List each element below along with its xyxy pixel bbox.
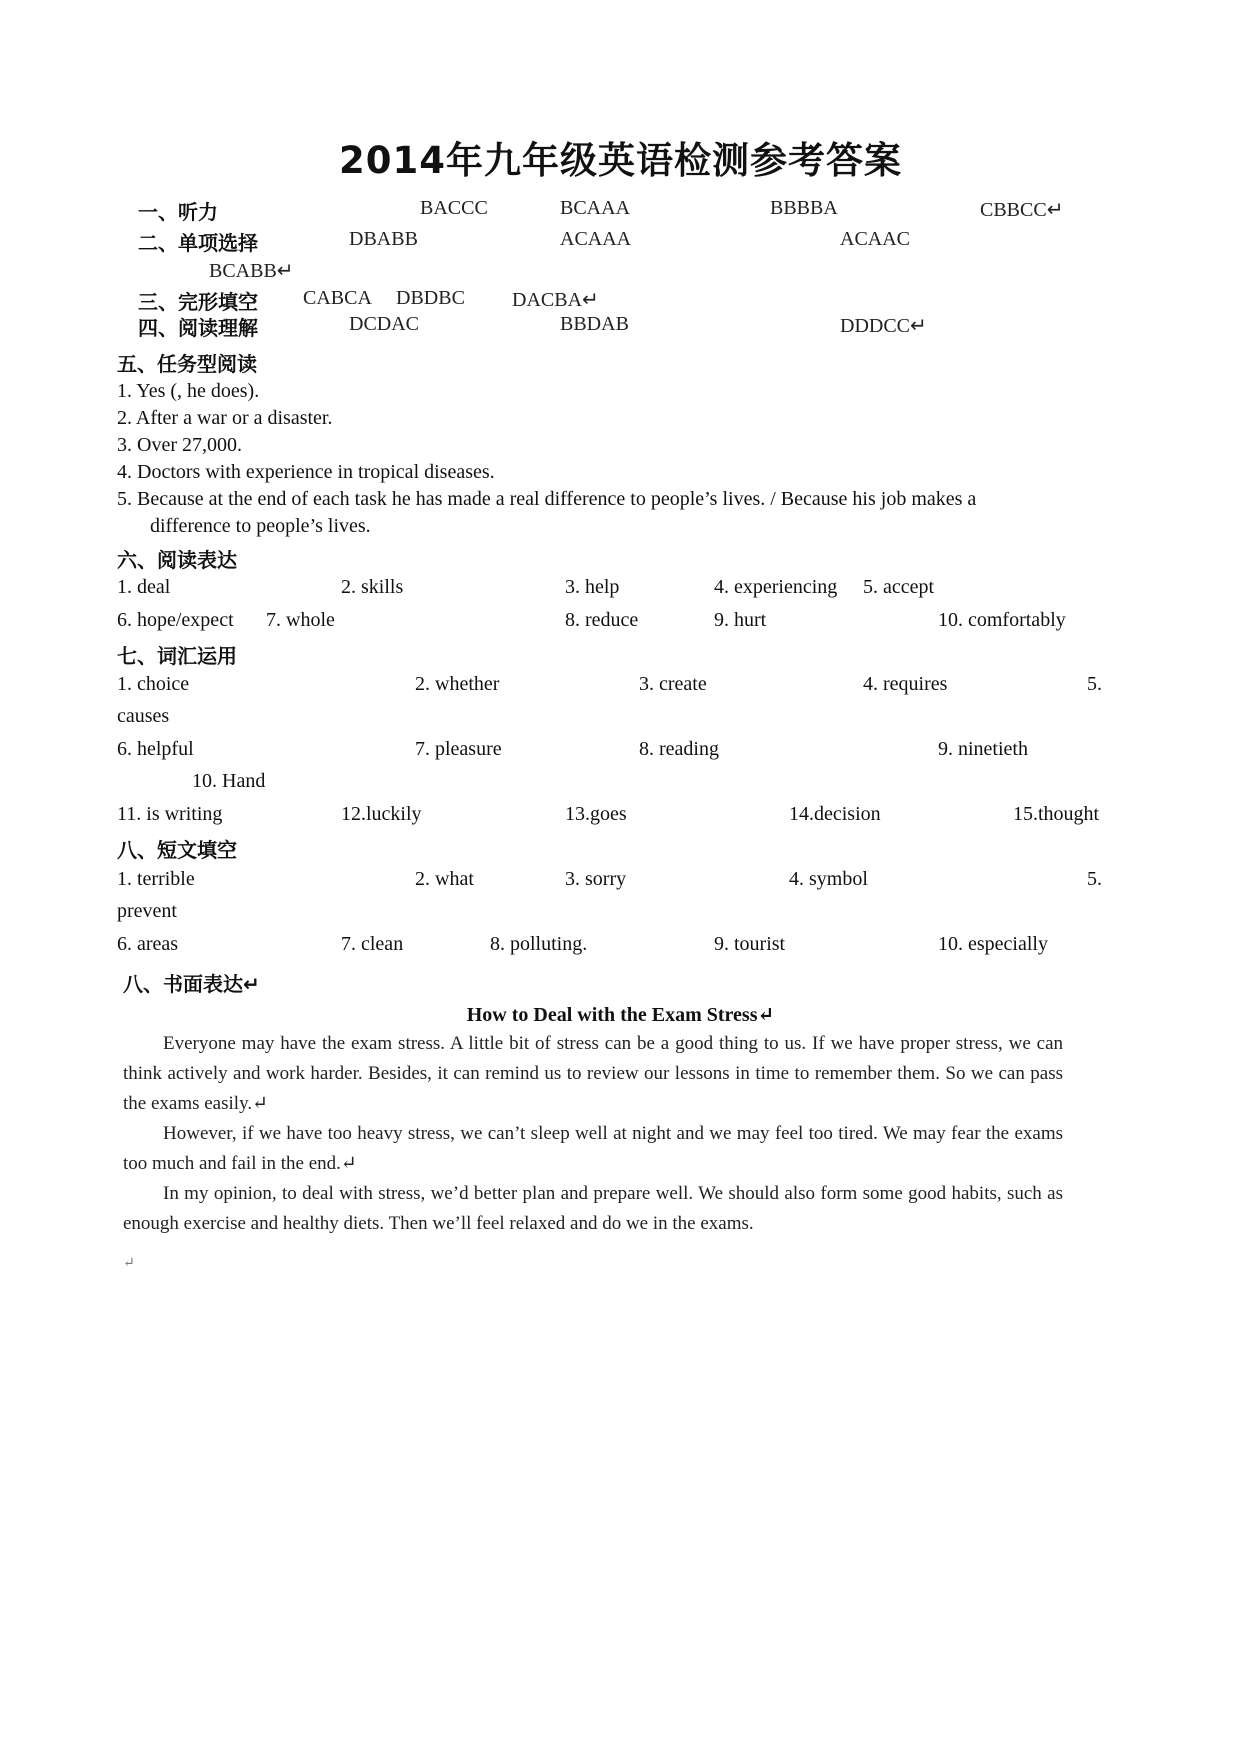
essay-paragraph: Everyone may have the exam stress. A little bit of stress can be a good thing to us. If we have proper stress, we can think actively and work harder. Besides, it can remind us to review our lessons in time to remember them. So we can pass the exams easily.↵ (123, 1033, 1063, 1114)
answer-group: CABCA (303, 287, 372, 309)
answer-item: 11. is writing (117, 803, 223, 825)
page-title: 2014年九年级英语检测参考答案 (339, 139, 902, 182)
answer-item: 6. helpful (117, 738, 194, 760)
answer-line: 2. After a war or a disaster. (117, 407, 333, 429)
answer-group: BBDAB (560, 313, 629, 335)
answer-item: 13.goes (565, 803, 627, 825)
answer-item: 5. (1087, 673, 1102, 695)
answer-item: 7. clean (341, 933, 404, 955)
answer-item: 4. requires (863, 673, 948, 695)
answer-item: 7. pleasure (415, 738, 502, 760)
answer-item: 3. sorry (565, 868, 627, 890)
answer-item: 2. skills (341, 576, 404, 598)
answer-item: 6. hope/expect (117, 609, 234, 631)
answer-item: 10. comfortably (938, 609, 1066, 631)
answer-item: 9. tourist (714, 933, 786, 955)
answer-item: 9. hurt (714, 609, 767, 631)
section-cloze-label: 三、完形填空 (138, 290, 258, 314)
section-writing-label: 八、书面表达↵ (123, 972, 260, 996)
answer-group: BCABB↵ (209, 260, 294, 282)
answer-item: 8. reduce (565, 609, 639, 631)
answer-item: 10. Hand (192, 770, 266, 792)
answer-group: DCDAC (349, 313, 420, 335)
answer-group: DBDBC (396, 287, 465, 309)
answer-group: DDDCC↵ (840, 315, 927, 337)
answer-item: 8. reading (639, 738, 719, 760)
essay-body (123, 1029, 1063, 1239)
answer-group: DBABB (349, 228, 418, 250)
essay-paragraph: In my opinion, to deal with stress, we’d better plan and prepare well. We should also form some good habits, such as enough exercise and healthy diets. Then we’ll feel relaxed and do we in the exams. (123, 1183, 1063, 1234)
section-vocabulary-label: 七、词汇运用 (117, 644, 237, 668)
answer-item: causes (117, 705, 170, 727)
answer-line: 4. Doctors with experience in tropical diseases. (117, 461, 495, 483)
answer-group: BBBBA (770, 197, 838, 219)
answer-line: 5. Because at the end of each task he has made a real difference to people’s lives. / Because his job makes a (117, 488, 977, 510)
answer-item: 1. terrible (117, 868, 195, 890)
answer-item: 4. experiencing (714, 576, 838, 598)
answer-item: 1. choice (117, 673, 190, 695)
answer-group: CBBCC↵ (980, 199, 1064, 221)
section-listening-label: 一、听力 (138, 200, 218, 224)
answer-group: BACCC (420, 197, 488, 219)
section-passage-fill-label: 八、短文填空 (117, 838, 237, 862)
essay-paragraph: However, if we have too heavy stress, we can’t sleep well at night and we may feel too tired. We may fear the exams too much and fail in the end.↵ (123, 1123, 1063, 1174)
answer-item: 4. symbol (789, 868, 868, 890)
answer-item: 15.thought (1013, 803, 1100, 825)
answer-group: ACAAA (560, 228, 632, 250)
answer-line: 3. Over 27,000. (117, 434, 242, 456)
section-reading-label: 四、阅读理解 (138, 316, 258, 340)
section-task-reading-label: 五、任务型阅读 (117, 352, 257, 376)
answer-item: 1. deal (117, 576, 171, 598)
answer-item: 7. whole (266, 609, 335, 631)
answer-item: 2. what (415, 868, 474, 890)
answer-item: 5. (1087, 868, 1102, 890)
answer-item: 3. create (639, 673, 707, 695)
answer-item: 9. ninetieth (938, 738, 1028, 760)
answer-group: ACAAC (840, 228, 911, 250)
answer-line: difference to people’s lives. (150, 515, 371, 537)
answer-item: 3. help (565, 576, 620, 598)
answer-item: 2. whether (415, 673, 500, 695)
answer-item: 5. accept (863, 576, 935, 598)
answer-item: 12.luckily (341, 803, 422, 825)
answer-line: 1. Yes (, he does). (117, 380, 260, 402)
answer-group: DACBA↵ (512, 289, 599, 311)
answer-item: prevent (117, 900, 177, 922)
answer-item: 6. areas (117, 933, 179, 955)
answer-item: 14.decision (789, 803, 881, 825)
section-reading-expression-label: 六、阅读表达 (117, 548, 237, 572)
answer-item: 10. especially (938, 933, 1048, 955)
answer-group: BCAAA (560, 197, 631, 219)
section-single-choice-label: 二、单项选择 (138, 231, 258, 255)
paragraph-mark: ↵ (123, 1256, 135, 1271)
essay-title: How to Deal with the Exam Stress↵ (466, 1004, 775, 1026)
answer-item: 8. polluting. (490, 933, 588, 955)
